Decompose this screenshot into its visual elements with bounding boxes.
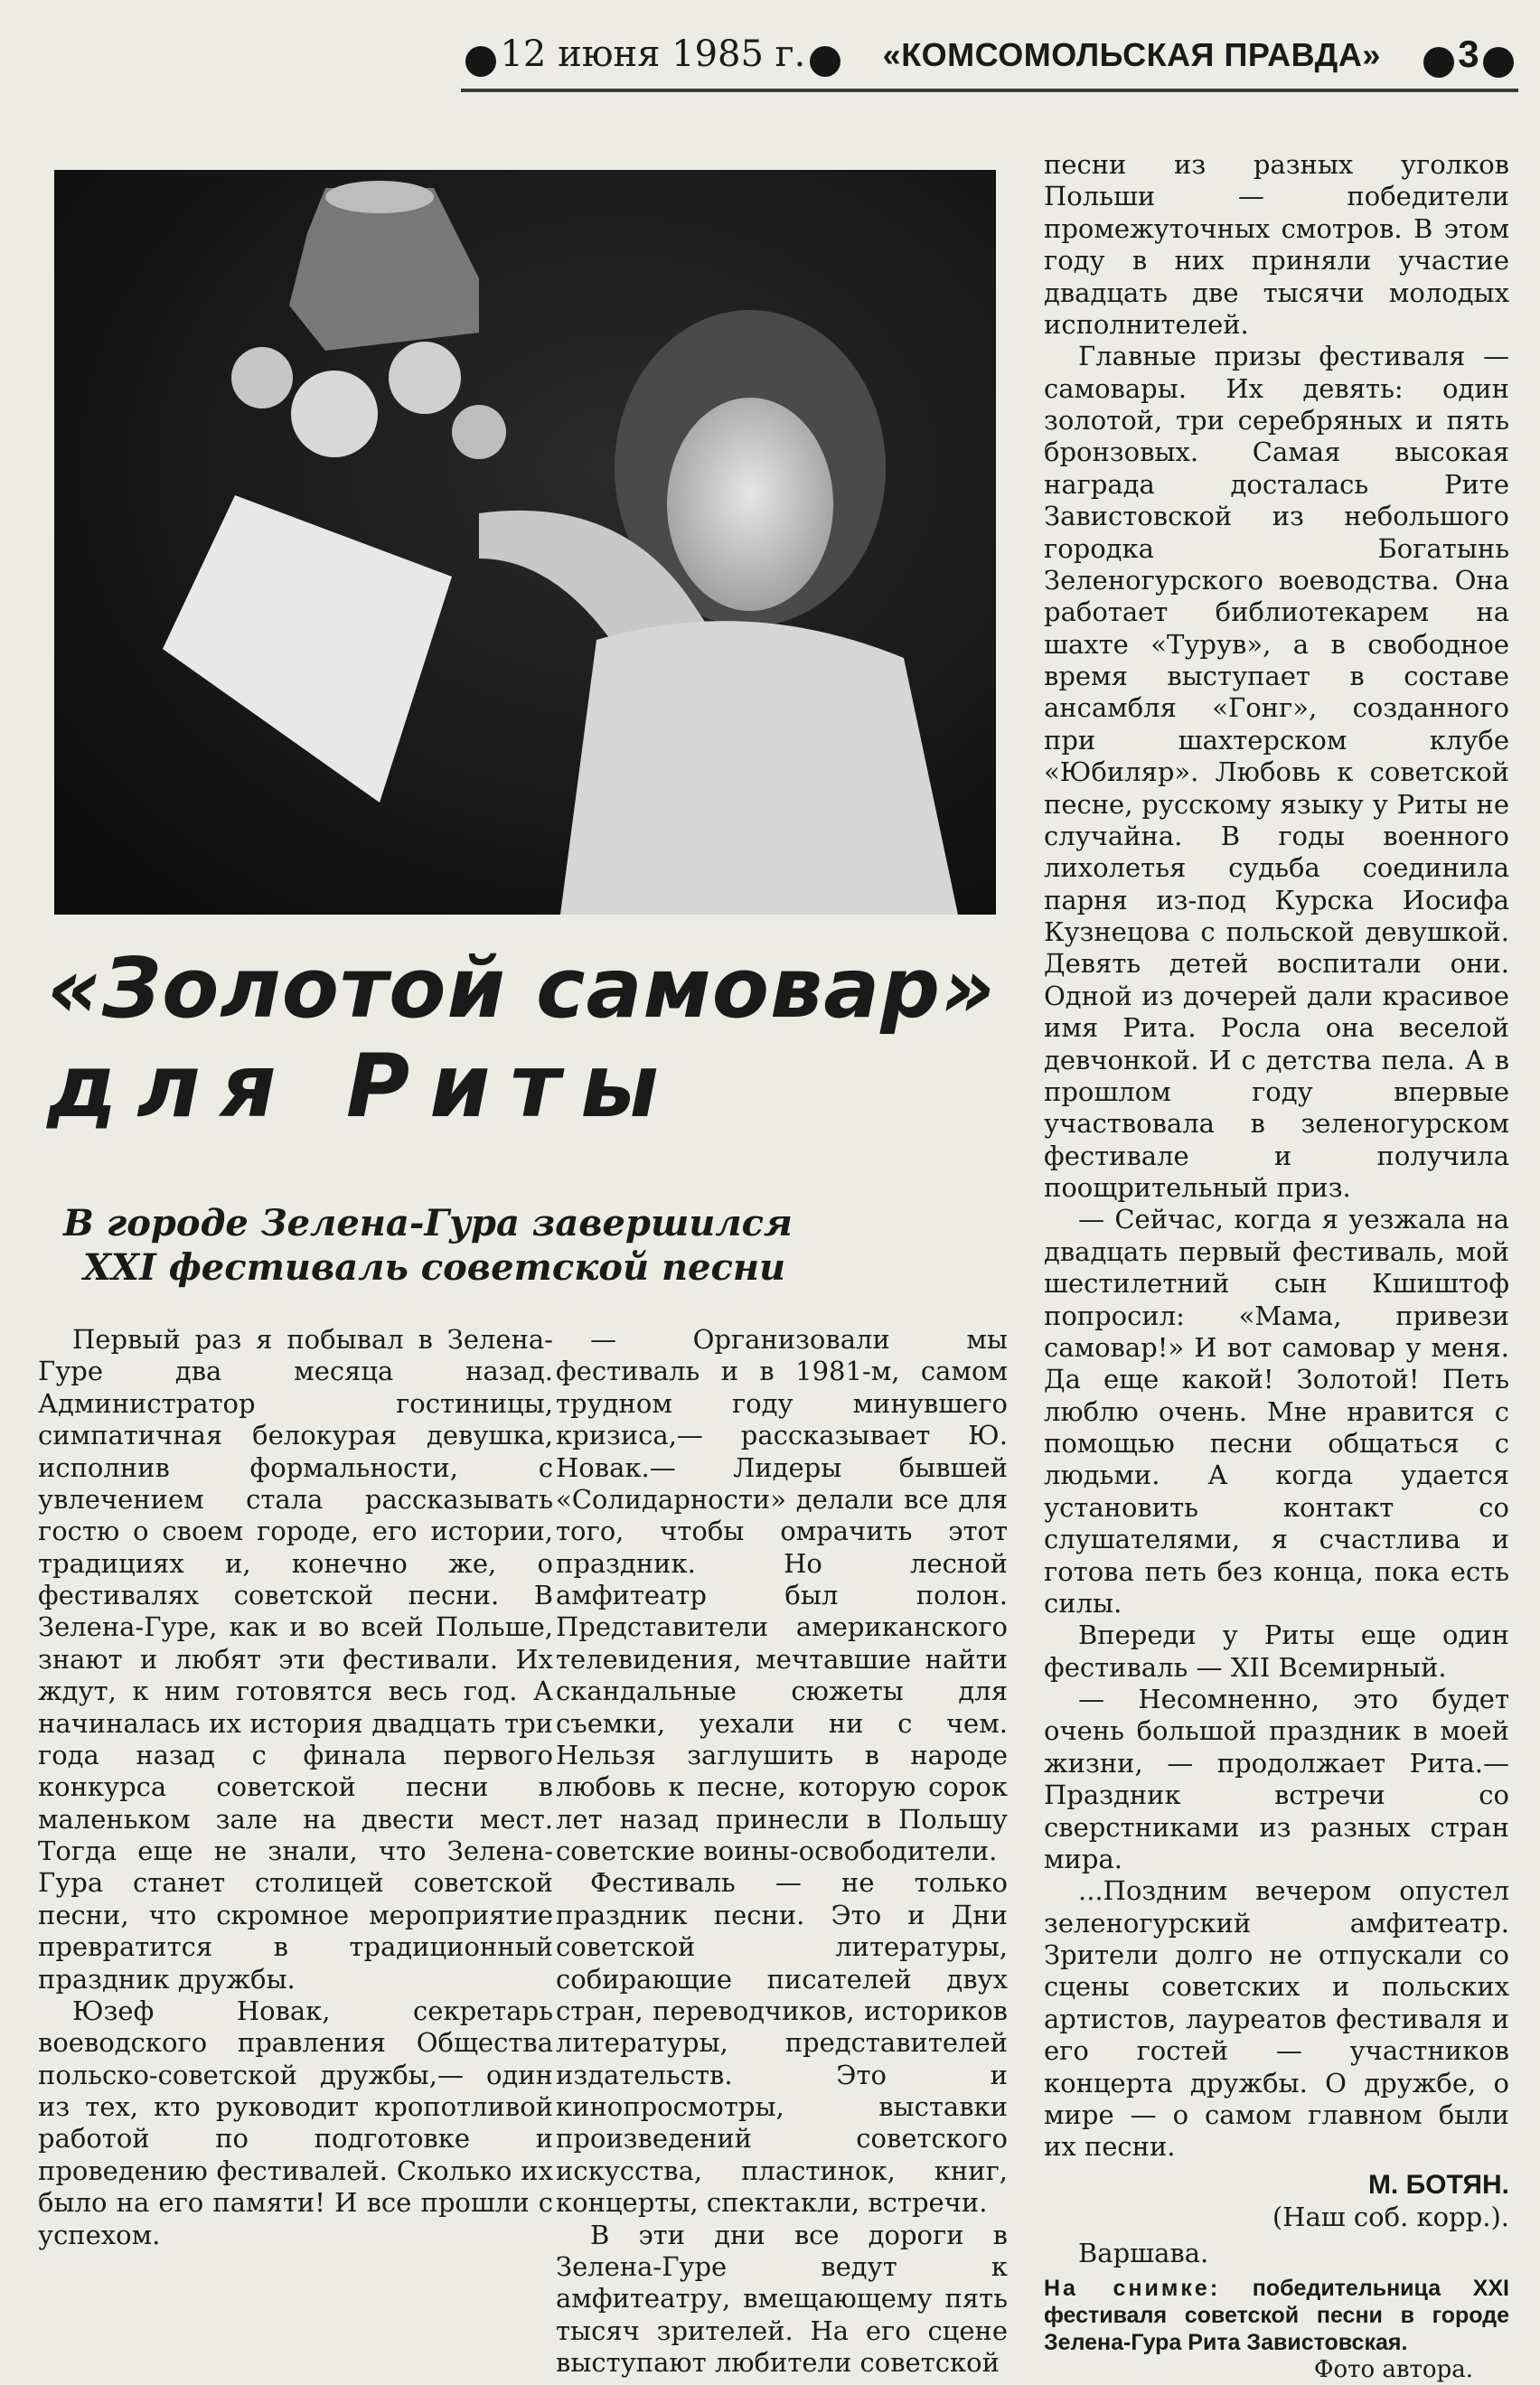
author-role: (Наш соб. корр.). <box>1272 2202 1509 2233</box>
masthead <box>465 27 1514 83</box>
caption-lead: На снимке: <box>1044 2275 1221 2301</box>
page-number: 3 <box>1458 32 1479 75</box>
caption-text: победительница XXI фестиваля советской песни в городе Зелена-Гура Рита Завистовская. <box>1044 2275 1510 2355</box>
face-shape <box>667 398 833 611</box>
subheadline-line-2: XXI фестиваль советской песни <box>83 1245 786 1289</box>
headline-line-2: для Риты <box>47 1036 679 1137</box>
bullet-icon <box>465 46 496 77</box>
bullet-icon <box>1423 47 1454 78</box>
photo-caption <box>1044 2275 1509 2356</box>
headline <box>47 940 1023 1137</box>
paragraph: — Несомненно, это будет очень большой праздник в моей жизни, — продолжает Рита.— Праздник встречи со сверстниками из разных стран мира. <box>1044 1684 1509 1874</box>
dateline-place: Варшава. <box>1078 2237 1209 2268</box>
masthead-date: 12 июня 1985 г. <box>465 33 840 78</box>
author-byline: М. БОТЯН. <box>1367 2169 1509 2200</box>
dress-shape <box>560 621 958 915</box>
newspaper-name: «КОМСОМОЛЬСКАЯ ПРАВДА» <box>882 36 1381 73</box>
paragraph: Главные призы фестиваля — самовары. Их девять: один золотой, три серебряных и пять бронзовых. Самая высокая награда досталась Рите Завистовской из небольшого городка Богатынь Зеленогурского воеводства. Она работает библиотекарем на шахте «Турув», а в свободное время выступает в составе ансамбля «Гонг», созданного при шахтерском клубе «Юбиляр». Любовь к советской песне, русскому языку у Риты не случайна. В годы военного лихолетья судьба соединила парня из-под Курска Иосифа Кузнецова с польской девушкой. Девять детей воспитали они. Одной из дочерей дали красивое имя Рита. Росла она веселой девчонкой. И с детства пела. А в прошлом году впервые участвовала в зеленогурском фестивале и получила поощрительный приз. <box>1044 341 1509 1203</box>
bullet-icon <box>1483 47 1514 78</box>
paragraph: — Организовали мы фестиваль и в 1981-м, самом трудном году минувшего кризиса,— рассказывает Ю. Новак.— Лидеры бывшей «Солидарности» делали все для того, чтобы омрачить этот праздник. Но лесной амфитеатр был полон. Представители американского телевидения, мечтавшие найти скандальные сюжеты для съемки, уехали ни с чем. Нельзя заглушить в народе любовь к песне, которую сорок лет назад принесли в Польшу советские воины-освободители. <box>556 1324 1008 1866</box>
paragraph: Фестиваль — не только праздник песни. Это и Дни советской литературы, собирающие писателей двух стран, переводчиков, историков литературы, представителей издательств. Это и кинопросмотры, выставки произведений советского искусства, пластинок, книг, концерты, спектакли, встречи. <box>556 1867 1008 2219</box>
photo-illustration <box>54 170 996 915</box>
subheadline-line-1: В городе Зелена-Гура завершился <box>63 1202 793 1244</box>
paragraph: В эти дни все дороги в Зелена-Гуре ведут к амфитеатру, вмещающему пять тысяч зрителей. На его сцене выступают любители советской <box>556 2219 1008 2378</box>
subheadline <box>63 1202 877 1291</box>
headline-line-1: «Золотой самовар» <box>47 940 996 1037</box>
article-photo <box>54 170 996 915</box>
paragraph: ...Поздним вечером опустел зеленогурский амфитеатр. Зрители долго не отпускали со сцены советских и польских артистов, лауреатов фестиваля и его гостей — участников концерта дружбы. О дружбе, о мире — о самом главном были их песни. <box>1044 1875 1509 2163</box>
paragraph: Юзеф Новак, секретарь воеводского правления Общества польско-советской дружбы,— один из тех, кто руководит кропотливой работой по подготовке и проведению фестивалей. Сколько их было на его памяти! И все прошли с успехом. <box>38 1995 553 2250</box>
article-column-2 <box>556 1324 1008 2379</box>
page-number-group <box>1423 33 1514 79</box>
article-column-3 <box>1044 149 1509 2385</box>
article-column-1 <box>38 1324 553 2251</box>
paragraph: Первый раз я побывал в Зелена-Гуре два месяца назад. Администратор гостиницы, симпатичная белокурая девушка, исполнив формальности, с увлечением стала рассказывать гостю о своем городе, его истории, традициях и, конечно же, о фестивалях советской песни. В Зелена-Гуре, как и во всей Польше, знают и любят эти фестивали. Их ждут, к ним готовятся весь год. А начиналась их история двадцать три года назад с финала первого конкурса советской песни в маленьком зале на двести мест. Тогда еще не знали, что Зелена-Гура станет столицей советской песни, что скромное мероприятие превратится в традиционный праздник дружбы. <box>38 1324 553 1995</box>
paragraph: песни из разных уголков Польши — победители промежуточных смотров. В этом году в них приняли участие двадцать две тысячи молодых исполнителей. <box>1044 149 1509 340</box>
paragraph: Впереди у Риты еще один фестиваль — XII Всемирный. <box>1044 1620 1509 1683</box>
bullet-icon <box>810 46 840 77</box>
masthead-rule <box>461 89 1518 92</box>
photo-credit: Фото автора. <box>1313 2355 1473 2383</box>
paragraph: — Сейчас, когда я уезжала на двадцать первый фестиваль, мой шестилетний сын Кшиштоф попросил: «Мама, привези самовар!» И вот самовар у меня. Да еще какой! Золотой! Петь люблю очень. Мне нравится с помощью песни общаться с людьми. А когда удается установить контакт со слушателями, я счастлива и готова петь без конца, пока есть силы. <box>1044 1204 1509 1619</box>
